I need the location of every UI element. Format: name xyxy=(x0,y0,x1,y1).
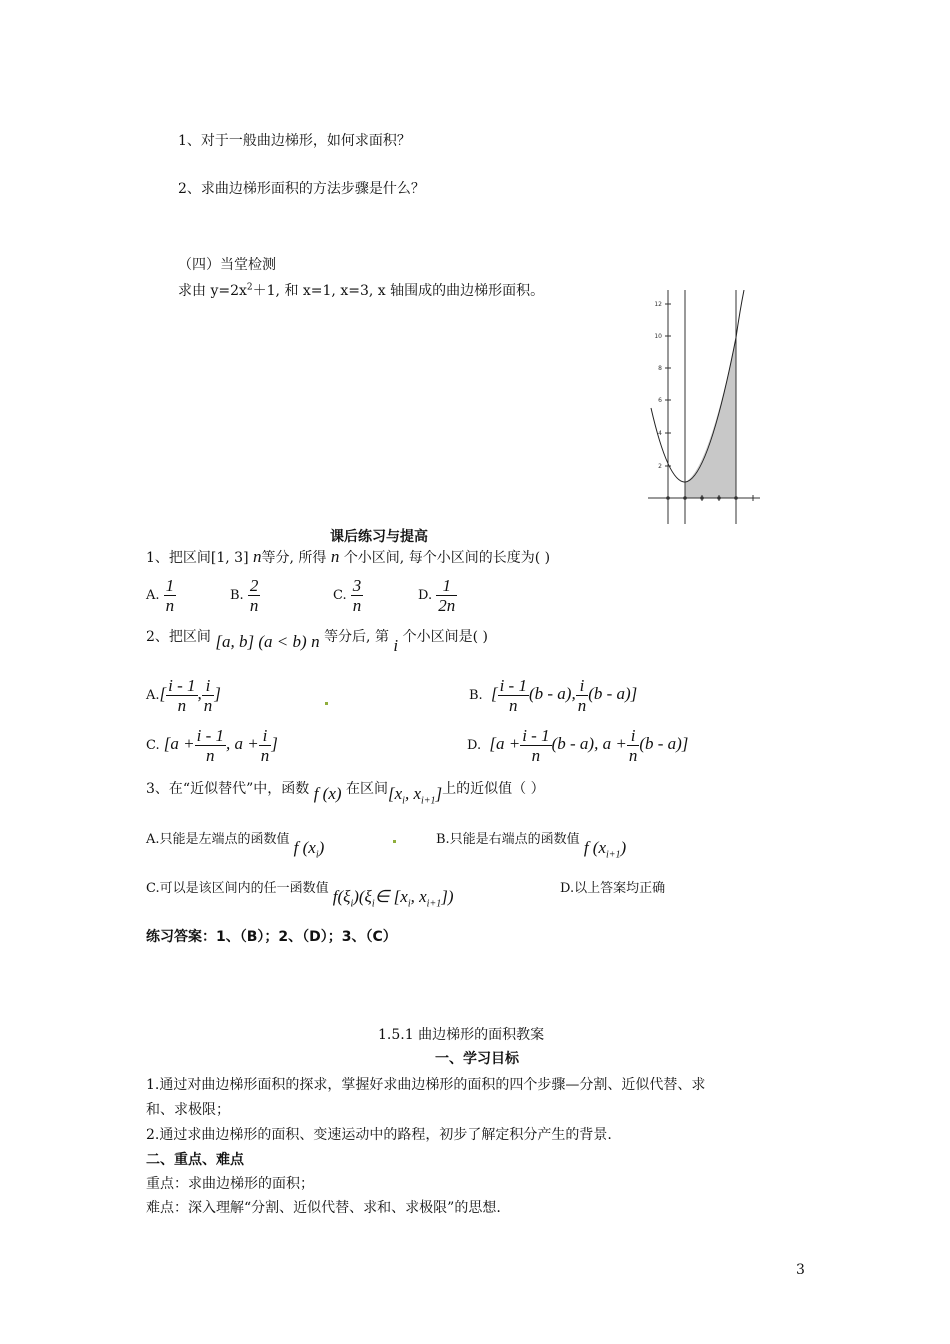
q3-interval xyxy=(387,784,443,807)
frac-num: i xyxy=(259,726,272,746)
q2-interval: [a, b] (a < b) xyxy=(215,632,307,651)
math-part: , xyxy=(197,684,202,703)
y-tick-6: 6 xyxy=(658,397,662,404)
math-part: [ xyxy=(490,684,498,703)
math-sub: i+1 xyxy=(420,795,436,807)
option-label: A. xyxy=(146,688,160,703)
goal-1-line-2: 和、求极限； xyxy=(146,1102,230,1118)
frac-den: n xyxy=(260,746,270,765)
q1-option-c xyxy=(333,576,363,615)
q3-option-b-math xyxy=(583,838,627,861)
option-text: C.可以是该区间内的任一函数值 xyxy=(146,881,329,896)
math-part: (b - a), xyxy=(528,684,576,703)
frac-den: n xyxy=(352,596,362,615)
math-part: f(ξ xyxy=(332,887,351,906)
frac-num: 1 xyxy=(436,576,457,596)
math-sub: i xyxy=(407,898,411,910)
frac-den: n xyxy=(203,696,213,715)
option-label: D. xyxy=(418,588,433,603)
practice-q3 xyxy=(146,778,545,807)
q2-text-a: 2、把区间 xyxy=(146,629,211,645)
key-point: 重点：求曲边梯形的面积； xyxy=(146,1176,314,1192)
math-part: (b - a)] xyxy=(639,734,689,753)
frac-num: i xyxy=(627,726,640,746)
y-tick-12: 12 xyxy=(654,301,662,308)
frac-den: 2n xyxy=(438,596,456,615)
math-part: ] xyxy=(271,734,278,753)
q1-var-n2: n xyxy=(330,547,340,566)
math-part: [a + xyxy=(163,734,195,753)
q2-option-d xyxy=(467,726,688,765)
math-part: ] xyxy=(435,784,443,803)
frac-den: n xyxy=(577,696,587,715)
practice-q1 xyxy=(146,547,550,567)
math-part: (b - a), a + xyxy=(551,734,627,753)
frac-num: 3 xyxy=(352,576,362,595)
q1-option-d xyxy=(418,576,457,615)
q2-text-c: 个小区间是( ) xyxy=(402,629,488,645)
math-part: [x xyxy=(387,784,403,803)
section-learning-goals: 一、学习目标 xyxy=(435,1051,519,1067)
option-label: A. xyxy=(146,588,160,603)
goal-1-line-1: 1.通过对曲边梯形面积的探求，掌握好求曲边梯形的面积的四个步骤—分割、近似代替、求 xyxy=(146,1077,706,1093)
math-part: ]) xyxy=(441,887,454,906)
q3-text-a: 3、在“近似替代”中，函数 xyxy=(146,781,310,797)
q3-option-a-math xyxy=(293,838,325,861)
q3-option-c-math xyxy=(332,887,454,910)
math-part: [a + xyxy=(489,734,521,753)
math-part: [ xyxy=(159,684,167,703)
y-tick-2: 2 xyxy=(658,463,662,470)
practice-q2 xyxy=(146,626,488,655)
frac-den: n xyxy=(531,746,541,765)
q2-var-n: n xyxy=(311,632,320,651)
shaded-region xyxy=(685,338,736,499)
q1-text-b: 等分, 所得 xyxy=(261,550,327,566)
frac-den: n xyxy=(206,746,215,765)
q3-option-a xyxy=(146,828,325,861)
q3-option-d: D.以上答案均正确 xyxy=(560,881,666,896)
frac-den: n xyxy=(628,746,638,765)
q1-text-c: 个小区间, 每个小区间的长度为( ) xyxy=(343,550,551,566)
option-label: C. xyxy=(146,738,160,753)
math-part: ] xyxy=(214,684,221,703)
y-tick-8: 8 xyxy=(658,365,662,372)
check-problem-exponent: 2 xyxy=(246,282,253,293)
check-problem xyxy=(178,280,544,300)
frac-den: n xyxy=(177,696,187,715)
section-key-points: 二、重点、难点 xyxy=(146,1152,244,1168)
q1-var-n: n xyxy=(253,547,262,566)
math-sub: i xyxy=(350,898,354,910)
q3-option-c xyxy=(146,877,454,910)
lesson-title: 1.5.1 曲边梯形的面积教案 xyxy=(378,1027,545,1043)
option-text: B.只能是右端点的函数值 xyxy=(436,832,580,847)
frac-num: 2 xyxy=(249,576,259,595)
frac-den: n xyxy=(509,696,518,715)
practice-title: 课后练习与提高 xyxy=(330,529,428,545)
math-part: f (x xyxy=(293,838,316,857)
option-label: C. xyxy=(333,588,347,603)
frac-den: n xyxy=(165,596,175,615)
math-part: f (x xyxy=(583,838,607,857)
q3-text-c: 上的近似值（ ） xyxy=(442,781,545,797)
frac-num: 1 xyxy=(165,576,175,595)
math-part: ) xyxy=(318,838,325,857)
q3-text-b: 在区间 xyxy=(345,781,388,797)
math-part: )(ξ xyxy=(353,887,372,906)
check-problem-prefix: 求由 y=2x xyxy=(178,283,247,299)
y-tick-4: 4 xyxy=(658,430,662,437)
q2-option-a xyxy=(146,676,221,715)
option-label: B. xyxy=(469,688,483,703)
q1-text-a: 1、把区间[1, 3] xyxy=(146,550,249,566)
q2-option-b xyxy=(469,676,637,715)
math-part: (b - a)] xyxy=(588,684,638,703)
difficulty-point: 难点：深入理解“分割、近似代替、求和、求极限”的思想. xyxy=(146,1200,501,1216)
frac-num: i xyxy=(202,676,215,696)
math-part: ∈ [x xyxy=(374,887,408,906)
q2-var-i: i xyxy=(393,636,399,655)
math-part: , a + xyxy=(226,734,259,753)
page-number: 3 xyxy=(796,1262,805,1278)
y-tick-10: 10 xyxy=(654,333,662,340)
math-sub: i xyxy=(402,795,405,807)
math-part: , x xyxy=(404,784,421,803)
option-text: A.只能是左端点的函数值 xyxy=(146,832,290,847)
math-sub: i+1 xyxy=(606,849,621,861)
q3-fx: f (x) xyxy=(313,784,342,803)
q1-option-b xyxy=(230,576,260,615)
math-part: ) xyxy=(620,838,627,857)
math-sub: i+1 xyxy=(426,898,442,910)
math-part: , x xyxy=(410,887,427,906)
parabola-area-graph xyxy=(648,290,760,524)
math-sub: i xyxy=(315,849,319,861)
q2-option-c xyxy=(146,726,278,765)
practice-answers: 练习答案：1、（B）；2、（D）；3、（C） xyxy=(146,929,397,945)
option-label: D. xyxy=(467,738,482,753)
q3-option-b xyxy=(436,828,627,861)
q2-text-b: 等分后, 第 xyxy=(324,629,389,645)
frac-num: i - 1 xyxy=(522,726,550,745)
frac-num: i - 1 xyxy=(196,726,224,745)
q1-option-a xyxy=(146,576,176,615)
review-question-1: 1、对于一般曲边梯形，如何求面积？ xyxy=(178,133,411,149)
section-heading-check: （四）当堂检测 xyxy=(178,257,276,273)
option-label: B. xyxy=(230,588,244,603)
check-problem-suffix: ＋1, 和 x=1, x=3, x 轴围成的曲边梯形面积。 xyxy=(252,283,545,299)
frac-num: i - 1 xyxy=(499,676,527,695)
frac-num: i xyxy=(576,676,589,696)
review-question-2: 2、求曲边梯形面积的方法步骤是什么？ xyxy=(178,181,425,197)
goal-2: 2.通过求曲边梯形的面积、变速运动中的路程，初步了解定积分产生的背景. xyxy=(146,1127,612,1143)
frac-den: n xyxy=(249,596,259,615)
math-sub: i xyxy=(371,898,375,910)
frac-num: i - 1 xyxy=(168,676,196,695)
